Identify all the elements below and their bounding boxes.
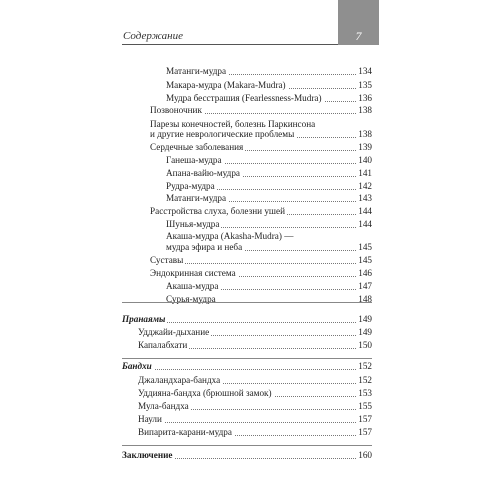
toc-entry-title: Випарита-карани-мудра [138,427,232,437]
toc-entry[interactable] [150,142,372,153]
toc-entry-page: 157 [358,414,372,424]
toc-entry[interactable] [138,388,372,399]
toc-entry-page: 144 [358,219,372,229]
toc-entry[interactable] [166,281,372,292]
toc-entry[interactable] [166,181,372,192]
dot-leader [122,369,358,370]
toc-entry-page: 160 [358,450,372,460]
toc-entry-title-line1: Акаша-мудра (Akasha-Mudra) — [166,231,294,241]
toc-entry-title: Мула-бандха [138,401,189,411]
toc-entry-title: Матанги-мудра [166,193,227,203]
toc-entry-page: 150 [358,340,372,350]
toc-entry-title: Акаша-мудра [166,281,219,291]
toc-entry-page: 155 [358,401,372,411]
toc-entry-page: 149 [358,314,372,324]
toc-entry-page: 144 [358,206,372,216]
toc-entry[interactable] [166,294,372,305]
toc-entry-title: и другие неврологические проблемы [150,129,295,139]
toc-entry-page: 134 [358,66,372,76]
toc-entry[interactable] [166,242,372,253]
toc-entry-title: Наули [138,414,162,424]
dot-leader [138,422,358,423]
toc-entry[interactable] [166,219,372,230]
toc-entry-page: 140 [358,155,372,165]
toc-entry-page: 148 [358,294,372,304]
header-rule [122,44,338,45]
toc-entry[interactable] [138,401,372,412]
toc-entry-title: мудра эфира и неба [166,242,243,252]
toc-entry-page: 152 [358,361,372,371]
toc-entry-title: Эндокринная система [150,268,236,278]
toc-entry-page: 136 [358,93,372,103]
toc-entry-title: Суставы [150,255,184,265]
toc-entry-page: 145 [358,255,372,265]
toc-entry-title: Расстройства слуха, болезни ушей [150,206,286,216]
toc-entry[interactable] [150,268,372,279]
toc-entry-title: Матанги-мудра [166,66,227,76]
toc-entry-page: 147 [358,281,372,291]
toc-entry-title: Шунья-мудра [166,219,220,229]
section-divider [122,445,372,446]
toc-entry-page: 152 [358,375,372,385]
section-divider [122,358,372,359]
toc-entry-page: 135 [358,80,372,90]
toc-entry[interactable] [166,193,372,204]
toc-entry[interactable] [150,129,372,140]
running-head-title: Содержание [123,30,184,42]
toc-entry-page: 153 [358,388,372,398]
page-number-tab [338,0,379,45]
toc-entry[interactable] [166,80,372,91]
toc-entry-title: Удджайи-дыхание [138,327,210,337]
toc-section-title: Бандхи [122,361,152,371]
toc-entry-page: 142 [358,181,372,191]
toc-entry-page: 138 [358,129,372,139]
page-number: 7 [355,29,362,43]
toc-entry-title: Позвоночник [150,105,202,115]
toc-entry-title: Мудра бесстрашия (Fearlessness-Mudra) [166,93,322,103]
section-divider [122,302,372,303]
toc-entry-title: Капалабхати [138,340,188,350]
toc-entry[interactable] [166,168,372,179]
toc-section-bandhi[interactable] [122,361,372,372]
toc-entry[interactable] [166,93,372,104]
toc-entry-title: Уддияна-бандха (брюшной замок) [138,388,272,398]
toc-section-title: Пранаямы [122,314,166,324]
toc-entry-title: Макара-мудра (Makara-Mudra) [166,80,286,90]
toc-entry[interactable] [138,427,372,438]
toc-section-pranayama[interactable] [122,314,372,325]
toc-entry-page: 141 [358,168,372,178]
toc-entry-page: 139 [358,142,372,152]
toc-entry-page: 145 [358,242,372,252]
toc-entry[interactable] [150,255,372,266]
toc-entry[interactable] [150,105,372,116]
toc-entry-page: 138 [358,105,372,115]
toc-entry-page: 146 [358,268,372,278]
toc-entry-page: 143 [358,193,372,203]
toc-entry-page: 157 [358,427,372,437]
toc-entry[interactable] [138,340,372,351]
toc-entry[interactable] [138,375,372,386]
toc-entry-title: Ганеша-мудра [166,155,222,165]
toc-entry[interactable] [138,327,372,338]
toc-entry[interactable] [138,414,372,425]
toc-entry-title: Апана-вайю-мудра [166,168,240,178]
toc-section-title: Заключение [122,450,173,460]
toc-entry-title: Сурья-мудра [166,294,216,304]
toc-entry-title-line1: Парезы конечностей, болезнь Паркинсона [150,119,316,129]
toc-entry-title: Джаландхара-бандха [138,375,221,385]
toc-entry[interactable] [150,206,372,217]
toc-entry[interactable] [166,66,372,77]
toc-entry-page: 149 [358,327,372,337]
toc-section-conclusion[interactable] [122,450,372,461]
toc-entry-title: Сердечные заболевания [150,142,244,152]
toc-entry-title: Рудра-мудра [166,181,215,191]
toc-entry[interactable] [166,155,372,166]
